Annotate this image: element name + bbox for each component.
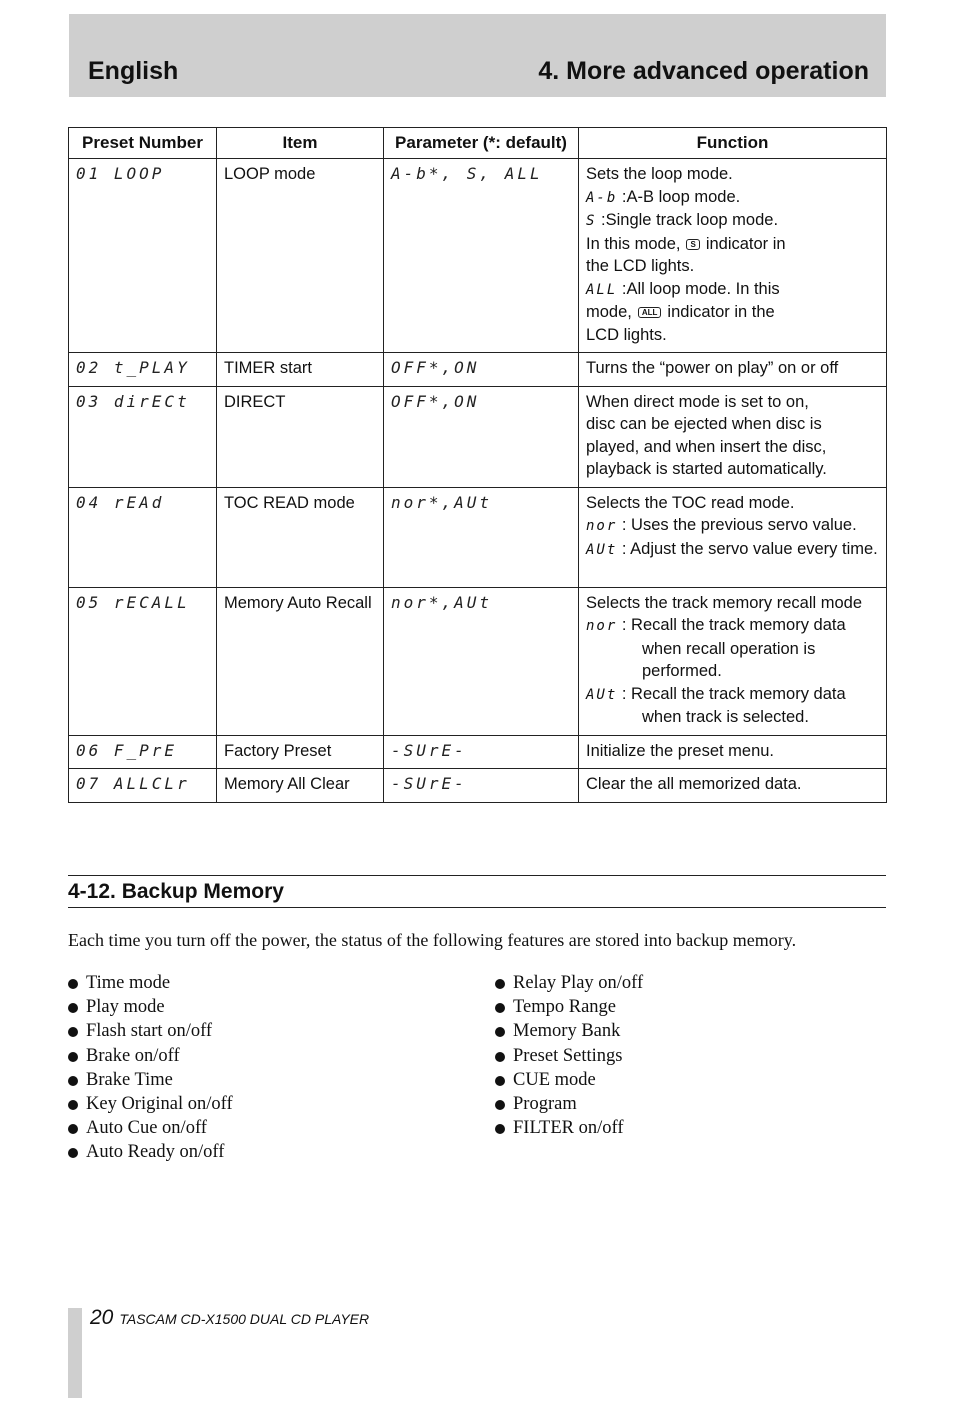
function-line	[586, 186, 880, 210]
list-item-label: CUE mode	[513, 1069, 596, 1090]
list-item-label: Memory Bank	[513, 1021, 621, 1042]
footer	[90, 1306, 369, 1330]
list-item	[495, 1044, 643, 1068]
preset-number-lcd: 02 t_PLAY	[76, 358, 190, 377]
function-cell	[579, 386, 887, 487]
preset-table-body	[69, 159, 887, 803]
function-text: mode,	[586, 303, 632, 321]
function-line	[586, 255, 880, 278]
table-row	[69, 386, 887, 487]
list-item-label: Preset Settings	[513, 1045, 623, 1066]
function-line	[586, 683, 880, 729]
function-line	[586, 436, 880, 459]
preset-number-lcd: 01 LOOP	[76, 164, 165, 183]
list-item-label: Play mode	[86, 997, 165, 1018]
list-item	[495, 1116, 643, 1140]
function-text: :Single track loop mode.	[601, 211, 779, 229]
bullet-icon	[495, 1003, 505, 1013]
bullet-icon	[68, 1100, 78, 1110]
list-item	[68, 971, 233, 995]
function-text: :A-B loop mode.	[621, 187, 741, 206]
function-line	[586, 458, 880, 481]
list-item-label: Program	[513, 1094, 577, 1115]
function-lcd-label: A-b	[586, 189, 618, 206]
table-row	[69, 735, 887, 769]
function-lcd-label: ALL	[586, 281, 618, 298]
parameter-lcd: -SUrE-	[391, 740, 467, 760]
function-line	[586, 614, 880, 683]
table-row	[69, 159, 887, 353]
list-item	[495, 1092, 643, 1116]
function-line	[586, 514, 880, 538]
function-cell	[579, 487, 887, 587]
preset-number-cell	[69, 487, 217, 587]
list-item	[495, 995, 643, 1019]
footer-bar	[68, 1308, 82, 1398]
section-intro: Each time you turn off the power, the status of the following features are stored into backup memory.	[68, 930, 797, 950]
list-item-label: Time mode	[86, 973, 171, 993]
function-line	[586, 301, 880, 324]
list-item-label: Relay Play on/off	[513, 973, 644, 993]
bullet-icon	[495, 1124, 505, 1134]
function-text: LCD lights.	[586, 325, 667, 344]
function-text: Turns the “power on play” on or off	[586, 359, 839, 377]
bullet-icon	[495, 1027, 505, 1037]
preset-number-cell	[69, 735, 217, 769]
function-text: When direct mode is set to on,	[586, 392, 809, 411]
function-lcd-label: AUt	[586, 541, 618, 558]
bullet-icon	[68, 1124, 78, 1134]
preset-number-lcd: 07 ALLCLr	[76, 774, 190, 793]
list-item	[495, 1019, 643, 1043]
preset-number-cell	[69, 353, 217, 387]
col-header-preset-number: Preset Number	[69, 128, 217, 159]
header-band	[69, 14, 886, 97]
bullet-icon	[68, 1052, 78, 1062]
function-text: Selects the TOC read mode.	[586, 493, 795, 512]
col-header-function: Function	[579, 128, 887, 159]
bullet-icon	[495, 1076, 505, 1086]
function-line	[586, 209, 880, 233]
list-item	[68, 1019, 233, 1043]
list-item-label: Flash start on/off	[86, 1021, 213, 1042]
table-row	[69, 587, 887, 735]
preset-number-cell	[69, 769, 217, 803]
col-header-item: Item	[217, 128, 384, 159]
list-item	[68, 1140, 233, 1164]
list-item-label: Brake Time	[86, 1069, 173, 1090]
parameter-lcd: A-b*, S, ALL	[391, 164, 543, 183]
function-line	[586, 163, 880, 186]
function-text-after: indicator in	[705, 234, 786, 253]
function-line	[586, 233, 880, 256]
function-line	[586, 324, 880, 347]
function-cell	[579, 587, 887, 735]
list-item	[68, 995, 233, 1019]
list-item	[68, 1092, 233, 1116]
function-lcd-label: AUt	[586, 686, 618, 703]
function-text: : Uses the previous servo value.	[621, 516, 857, 534]
function-text-after: indicator in the	[667, 303, 775, 321]
preset-number-lcd: 04 rEAd	[76, 492, 165, 512]
function-text: :All loop mode. In this	[621, 279, 780, 298]
function-line	[586, 278, 880, 302]
list-item-label: Auto Ready on/off	[86, 1142, 225, 1163]
function-text: playback is started automatically.	[586, 460, 827, 478]
function-line	[586, 357, 880, 380]
list-item-label: Auto Cue on/off	[86, 1118, 207, 1139]
function-text: the LCD lights.	[586, 257, 695, 275]
function-line	[586, 592, 880, 615]
parameter-cell	[384, 353, 579, 387]
parameter-cell	[384, 487, 579, 587]
preset-number-lcd: 06 F_PrE	[76, 740, 178, 760]
bullet-icon	[68, 1148, 78, 1158]
function-text: : Recall the track memory data when track is selected.	[621, 684, 846, 726]
preset-number-cell	[69, 386, 217, 487]
list-item	[68, 1044, 233, 1068]
function-line	[586, 538, 880, 562]
list-item-label: Brake on/off	[86, 1045, 180, 1066]
backup-list-right	[495, 971, 643, 1140]
parameter-cell	[384, 735, 579, 769]
function-line	[586, 773, 880, 796]
function-lcd-label: nor	[586, 618, 618, 634]
list-item-label: FILTER on/off	[513, 1118, 624, 1139]
preset-number-cell	[69, 159, 217, 353]
header-chapter-title: 4. More advanced operation	[538, 57, 869, 85]
function-cell	[579, 353, 887, 387]
list-item	[495, 971, 643, 995]
table-row	[69, 353, 887, 387]
function-cell	[579, 769, 887, 803]
parameter-cell	[384, 587, 579, 735]
function-line	[586, 391, 880, 414]
page-number: 20	[90, 1306, 114, 1329]
item-cell: DIRECT	[217, 386, 384, 487]
parameter-lcd: OFF*,ON	[391, 391, 480, 411]
preset-number-lcd: 05 rECALL	[76, 592, 190, 612]
function-text: Sets the loop mode.	[586, 165, 733, 183]
preset-table	[68, 127, 887, 803]
function-text: : Adjust the servo value every time.	[621, 539, 878, 558]
parameter-lcd: -SUrE-	[391, 774, 467, 793]
function-line	[586, 413, 880, 436]
parameter-cell	[384, 386, 579, 487]
function-text: played, and when insert the disc,	[586, 437, 827, 456]
parameter-lcd: OFF*,ON	[391, 358, 480, 377]
function-text: Initialize the preset menu.	[586, 741, 775, 760]
item-cell: LOOP mode	[217, 159, 384, 353]
product-name: TASCAM CD-X1500 DUAL CD PLAYER	[119, 1311, 370, 1327]
function-lcd-label: S	[586, 213, 597, 229]
preset-number-lcd: 03 dirECt	[76, 391, 190, 411]
table-header-row	[69, 128, 887, 159]
bullet-icon	[495, 1052, 505, 1062]
list-item	[495, 1068, 643, 1092]
list-item	[68, 1068, 233, 1092]
item-cell: TOC READ mode	[217, 487, 384, 587]
list-item-label: Tempo Range	[513, 997, 616, 1018]
lcd-indicator-icon: S	[686, 239, 699, 250]
bullet-icon	[68, 1027, 78, 1037]
section-title: 4-12. Backup Memory	[68, 875, 886, 908]
function-text: : Recall the track memory data when recall operation is performed.	[621, 616, 846, 680]
item-cell: Memory All Clear	[217, 769, 384, 803]
function-cell	[579, 159, 887, 353]
col-header-parameter: Parameter (*: default)	[384, 128, 579, 159]
backup-list-left	[68, 971, 233, 1165]
function-line	[586, 492, 880, 515]
parameter-cell	[384, 159, 579, 353]
header-language: English	[88, 57, 179, 85]
function-text: disc can be ejected when disc is	[586, 415, 822, 433]
function-lcd-label: nor	[586, 518, 618, 534]
item-cell: Factory Preset	[217, 735, 384, 769]
table-row	[69, 487, 887, 587]
function-cell	[579, 735, 887, 769]
list-item	[68, 1116, 233, 1140]
function-text: Selects the track memory recall mode	[586, 593, 863, 612]
bullet-icon	[68, 1076, 78, 1086]
parameter-cell	[384, 769, 579, 803]
function-line	[586, 740, 880, 763]
item-cell: Memory Auto Recall	[217, 587, 384, 735]
function-text: Clear the all memorized data.	[586, 775, 802, 793]
list-item-label: Key Original on/off	[86, 1094, 233, 1115]
table-row	[69, 769, 887, 803]
function-text: In this mode,	[586, 234, 681, 253]
lcd-indicator-icon: ALL	[638, 307, 662, 318]
item-cell: TIMER start	[217, 353, 384, 387]
bullet-icon	[68, 979, 78, 989]
bullet-icon	[495, 1100, 505, 1110]
bullet-icon	[495, 979, 505, 989]
preset-number-cell	[69, 587, 217, 735]
parameter-lcd: nor*,AUt	[391, 492, 493, 512]
bullet-icon	[68, 1003, 78, 1013]
parameter-lcd: nor*,AUt	[391, 592, 493, 612]
